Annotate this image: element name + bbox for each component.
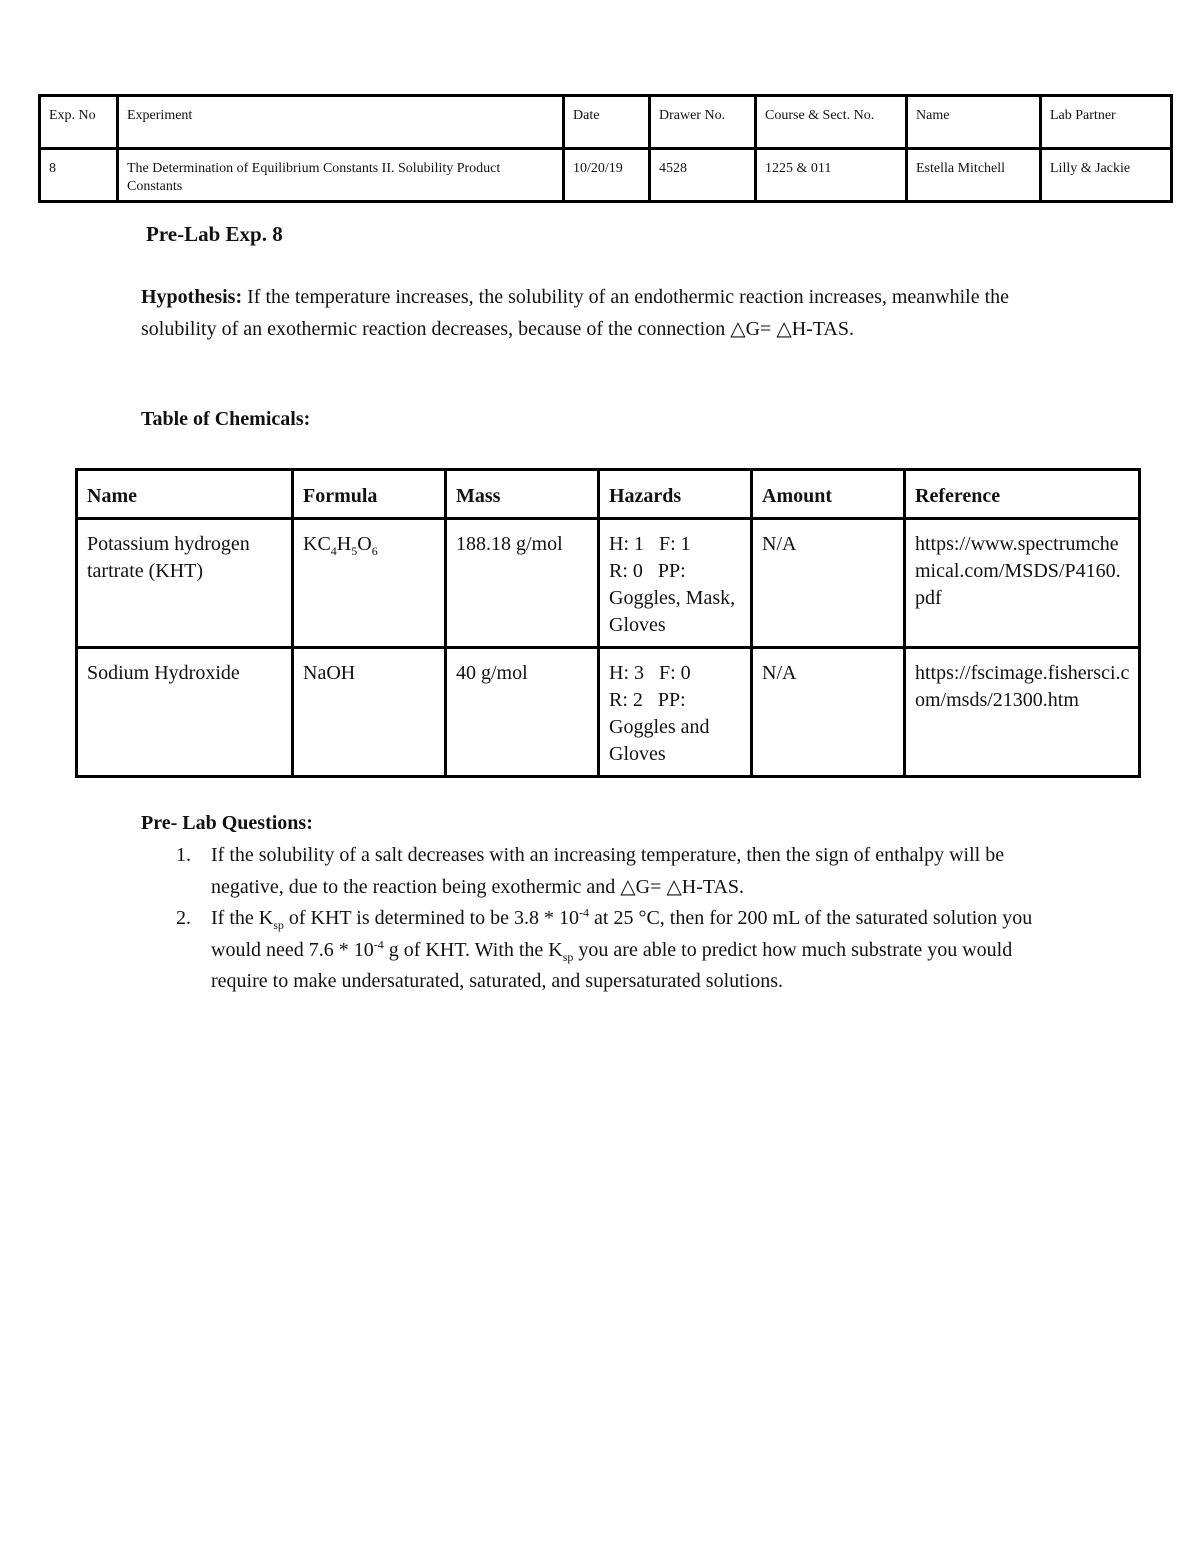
hypothesis-text: If the temperature increases, the solubility of an endothermic reaction increases, meanwhile the solubility of an exothermic reaction decreases, because of the connection △G= △H-TAS. (141, 286, 1010, 340)
col-header-formula: Formula (293, 470, 446, 519)
question-text: If the $K_{sp}$ of KHT is determined to be $3.8 * 10^{-4}$ at 25 °C, then for 200 mL of the saturated solution you would need $7.6 * 10^{-4}$ g of KHT. With the $K_{sp}$ you are able to predict how much substrate you would require to make undersaturated, saturated, and supersaturated solutions. (211, 905, 1033, 992)
col-header-amount: Amount (752, 470, 905, 519)
header-label-experiment: Experiment (118, 96, 564, 149)
chemical-formula: NaOH (293, 648, 446, 777)
chemical-formula: $KC_4H_5O_6$ (293, 519, 446, 648)
chemicals-table (75, 468, 1141, 778)
chemical-hazards: H: 3 F: 0 R: 2 PP: Goggles and Gloves (599, 648, 752, 777)
header-row (40, 96, 1172, 149)
list-item (176, 903, 1066, 998)
chemical-mass: 40 g/mol (446, 648, 599, 777)
chemical-mass: 188.18 g/mol (446, 519, 599, 648)
page-title: Pre-Lab Exp. 8 (146, 222, 283, 246)
question-number: 1. (176, 844, 191, 866)
header-label-exp-no: Exp. No (40, 96, 118, 149)
date-value: 10/20/19 (564, 149, 650, 202)
header-label-lab-partner: Lab Partner (1041, 96, 1172, 149)
experiment-value: The Determination of Equilibrium Constants II. Solubility Product Constants (118, 149, 564, 202)
question-number: 2. (176, 907, 191, 929)
lab-partner-value: Lilly & Jackie (1041, 149, 1172, 202)
chemical-amount: N/A (752, 648, 905, 777)
col-header-hazards: Hazards (599, 470, 752, 519)
list-item (176, 840, 1066, 903)
header-values-row (40, 149, 1172, 202)
col-header-mass: Mass (446, 470, 599, 519)
questions-list (176, 840, 1066, 998)
hypothesis-label: Hypothesis: (141, 286, 243, 308)
chemical-reference-link[interactable]: https://fscimage.fishersci.com/msds/21300.htm (905, 648, 1140, 777)
exp-no-value: 8 (40, 149, 118, 202)
experiment-info-table (38, 94, 1173, 203)
chemical-reference-link[interactable]: https://www.spectrumchemical.com/MSDS/P4160.pdf (905, 519, 1140, 648)
chemicals-heading: Table of Chemicals: (141, 408, 311, 430)
chemical-hazards: H: 1 F: 1 R: 0 PP: Goggles, Mask, Gloves (599, 519, 752, 648)
course-sect-value: 1225 & 011 (756, 149, 907, 202)
chemicals-header-row (77, 470, 1140, 519)
header-label-drawer-no: Drawer No. (650, 96, 756, 149)
col-header-name: Name (77, 470, 293, 519)
questions-heading: Pre- Lab Questions: (141, 812, 313, 834)
question-text: If the solubility of a salt decreases with an increasing temperature, then the sign of enthalpy will be negative, due to the reaction being exothermic and △G= △H-TAS. (211, 844, 1005, 898)
name-value: Estella Mitchell (907, 149, 1041, 202)
chemical-name: Sodium Hydroxide (77, 648, 293, 777)
chemical-amount: N/A (752, 519, 905, 648)
header-label-name: Name (907, 96, 1041, 149)
table-row (77, 519, 1140, 648)
table-row (77, 648, 1140, 777)
hypothesis-paragraph (141, 282, 1061, 345)
col-header-reference: Reference (905, 470, 1140, 519)
header-label-date: Date (564, 96, 650, 149)
chemical-name: Potassium hydrogen tartrate (KHT) (77, 519, 293, 648)
drawer-no-value: 4528 (650, 149, 756, 202)
header-label-course-sect: Course & Sect. No. (756, 96, 907, 149)
